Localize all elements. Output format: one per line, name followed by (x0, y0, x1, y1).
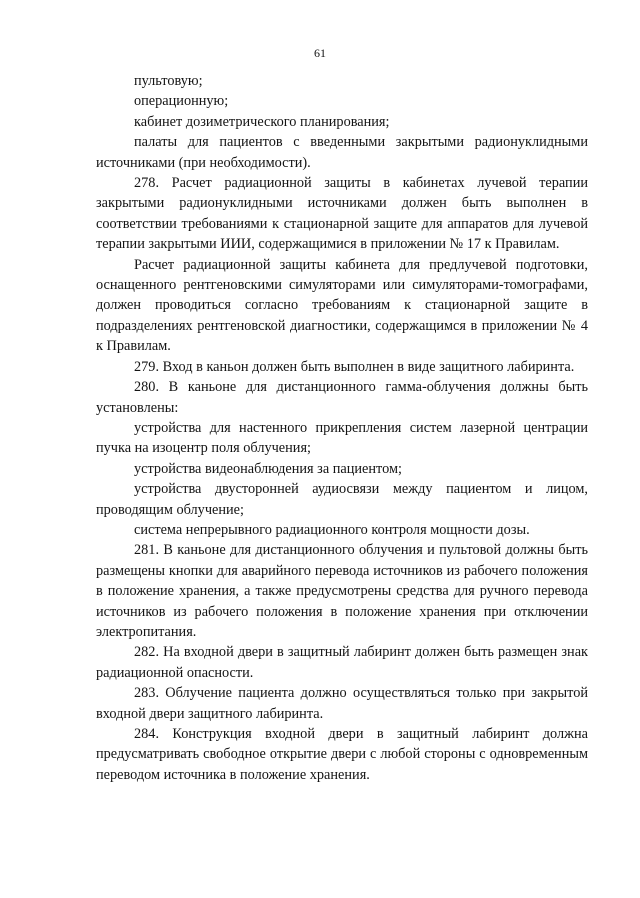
page-number: 61 (314, 46, 326, 60)
paragraph: палаты для пациентов с введенными закрытыми радионуклидными источниками (при необходимости). (96, 134, 588, 171)
paragraph: устройства для настенного прикрепления систем лазерной центрации пучка на изоцентр поля облучения; (96, 419, 588, 457)
paragraph: 280. В каньоне для дистанционного гамма-облучения должны быть установлены: (96, 379, 588, 416)
paragraph: 279. Вход в каньон должен быть выполнен в виде защитного лабиринта. (134, 358, 575, 375)
paragraph: система непрерывного радиационного контроля мощности дозы. (134, 521, 530, 538)
paragraph: 284. Конструкция входной двери в защитный лабиринт должна предусматривать свободное открытие двери с любой стороны с одновременным переводом источника в положение хранения. (96, 726, 588, 783)
paragraph: 281. В каньоне для дистанционного облучения и пультовой должны быть размещены кнопки для аварийного перевода источников из рабочего положения в положение хранения, а также предусмотрены средства для ручного перевода источников из рабочего положения в положение хранения при отключении электропитания. (96, 542, 588, 640)
paragraph: кабинет дозиметрического планирования; (134, 113, 390, 130)
paragraph: 283. Облучение пациента должно осуществляться только при закрытой входной двери защитного лабиринта. (96, 685, 588, 722)
paragraph: операционную; (134, 93, 229, 110)
paragraph: пультовую; (134, 73, 203, 89)
paragraph: Расчет радиационной защиты кабинета для предлучевой подготовки, оснащенного рентгеновскими симуляторами или симуляторами-томографами, должен проводиться согласно требованиям к стационарной защите в подразделениях рентгеновской диагностики, содержащимся в приложении № 4 к Правилам. (96, 256, 588, 355)
paragraph: 278. Расчет радиационной защиты в кабинетах лучевой терапии закрытыми радионуклидными источниками должен быть выполнен в соответствии требованиями к стационарной защите для аппаратов для лучевой терапии закрытыми ИИИ, содержащимися в приложении № 17 к Правилам. (96, 175, 588, 253)
paragraph: устройства двусторонней аудиосвязи между пациентом и лицом, проводящим облучение; (96, 481, 588, 518)
paragraph: устройства видеонаблюдения за пациентом; (134, 460, 403, 477)
document-body (96, 71, 588, 785)
paragraph: 282. На входной двери в защитный лабиринт должен быть размещен знак радиационной опасности. (96, 644, 588, 681)
